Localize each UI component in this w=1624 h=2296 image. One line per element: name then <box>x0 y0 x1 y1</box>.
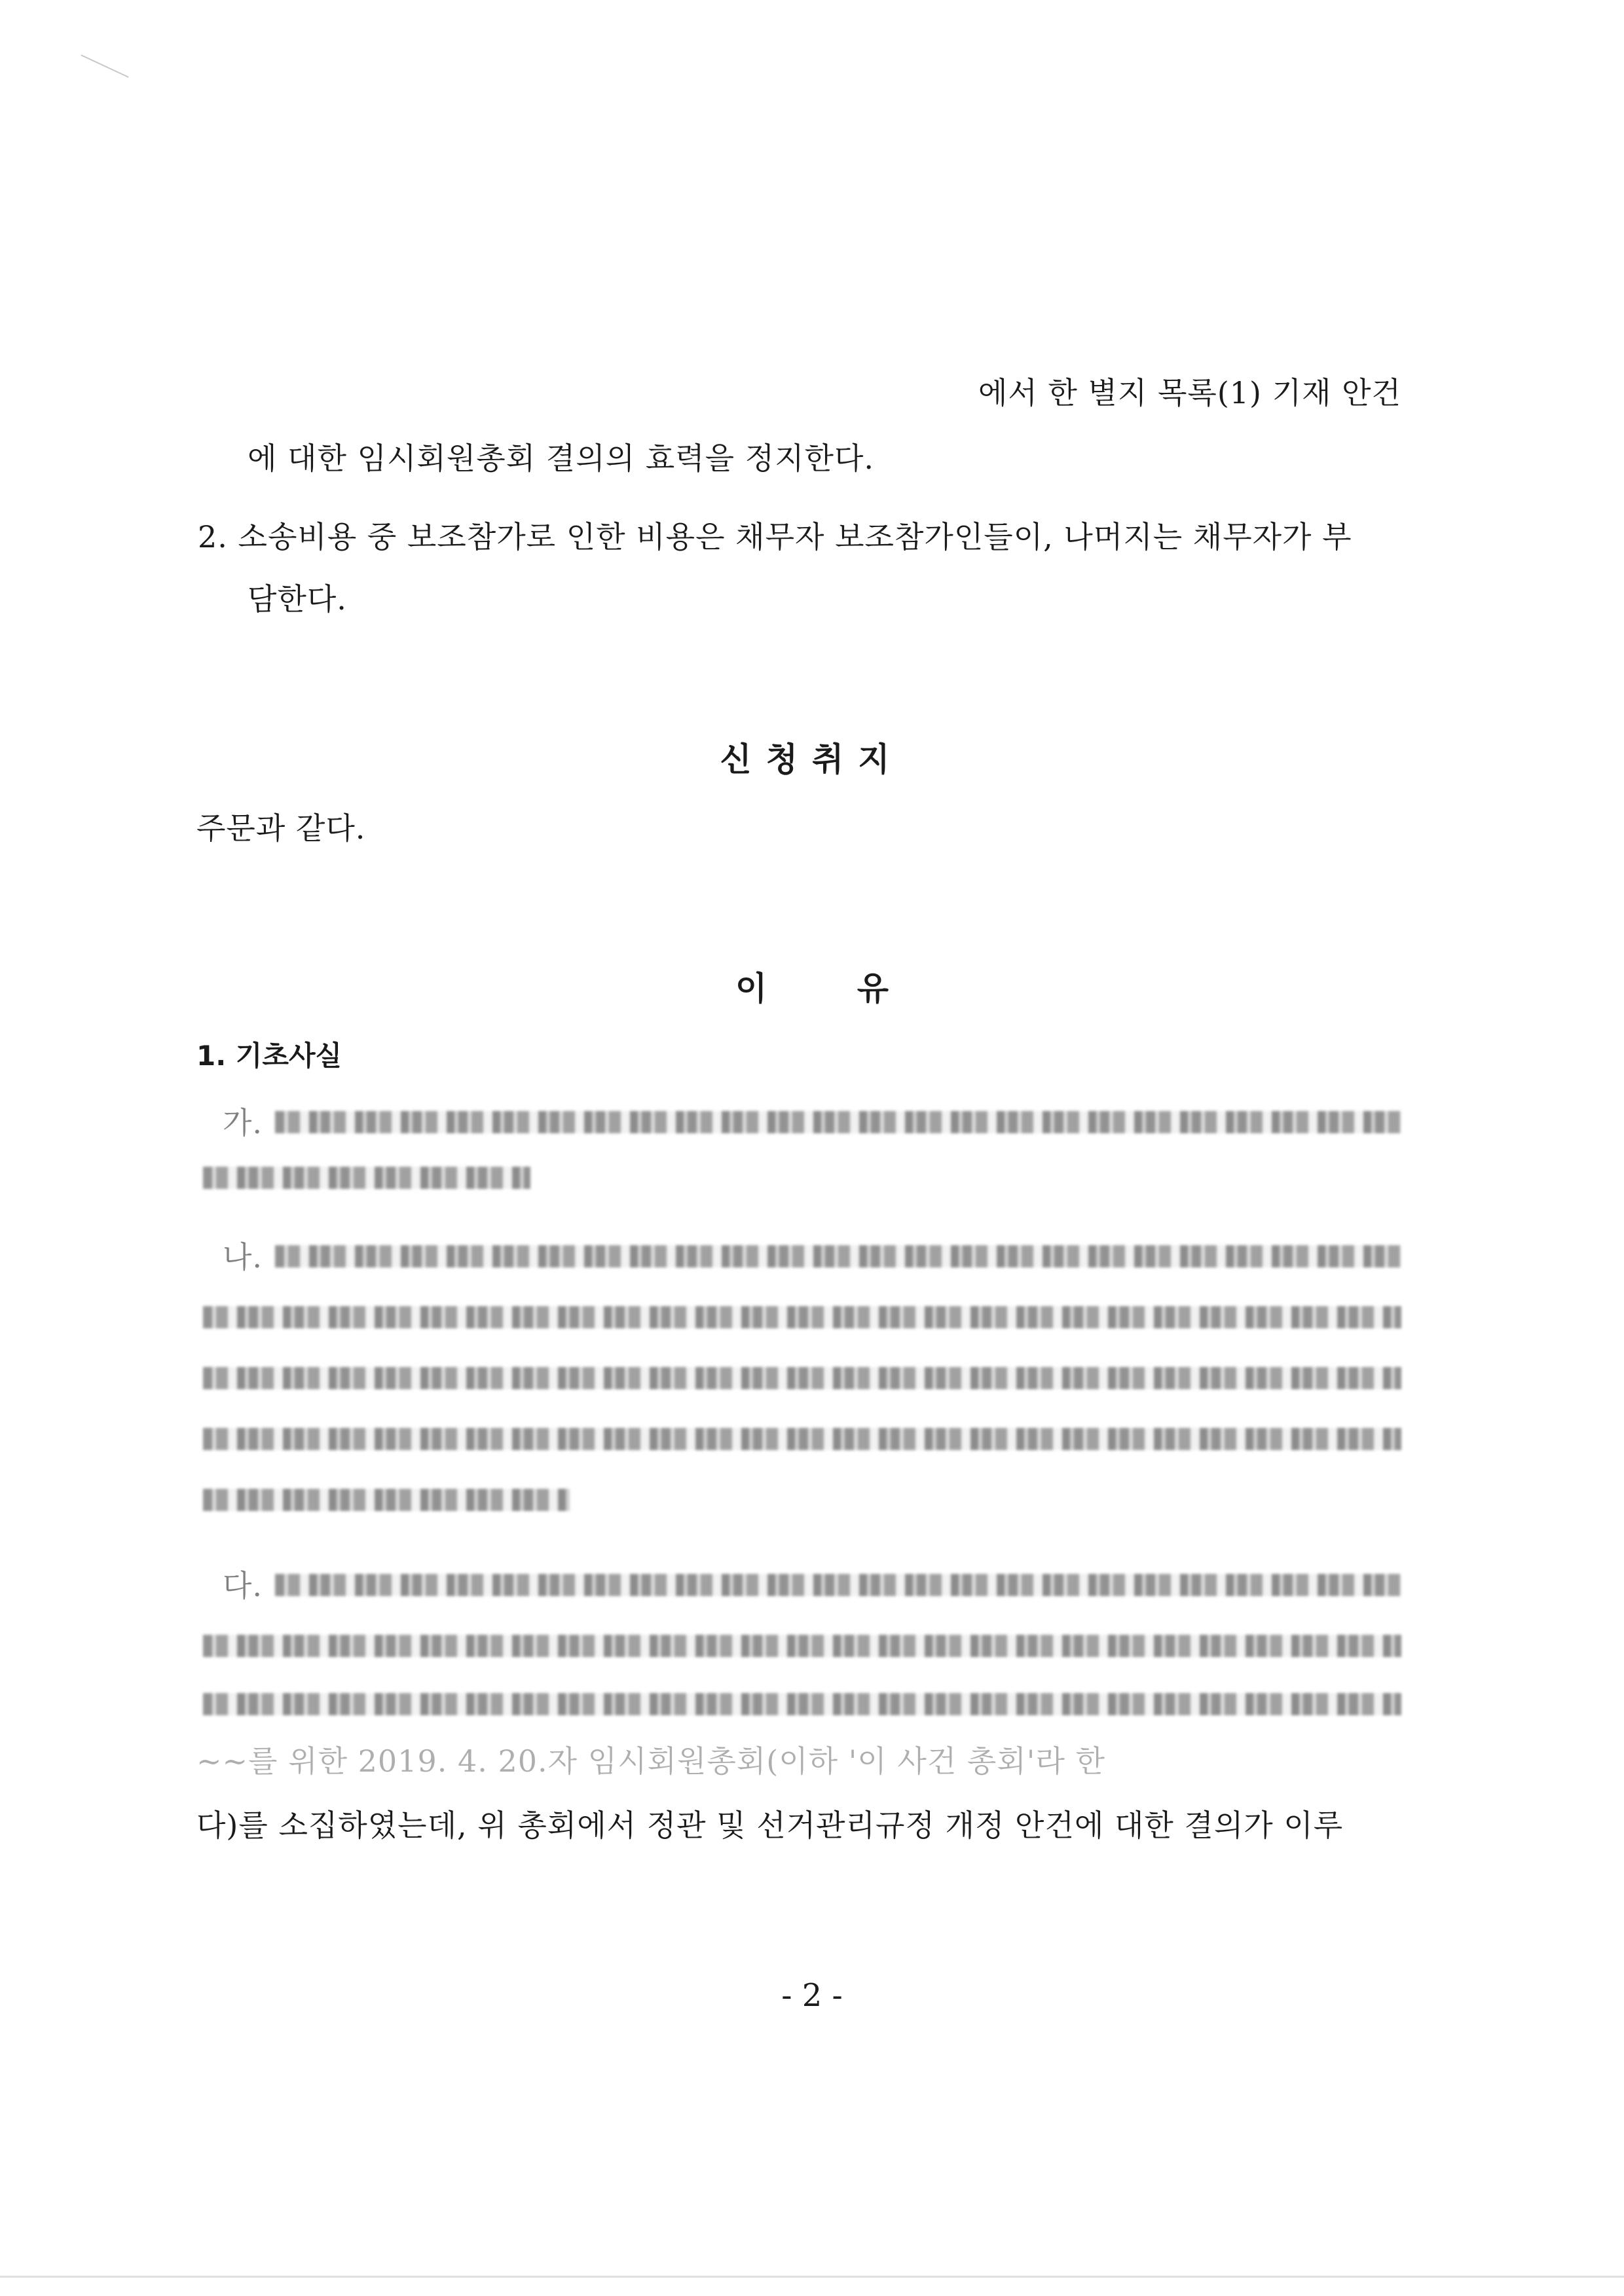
para-ga-label: 가. <box>223 1105 263 1140</box>
section-basic-facts: 1. 기초사실 <box>196 1040 342 1072</box>
redacted-text <box>275 1111 1401 1133</box>
redacted-text <box>203 1306 1401 1328</box>
page-number: - 2 - <box>781 1977 843 2014</box>
para-da-label: 다. <box>223 1568 263 1603</box>
order-line-1: 에서 한 별지 목록(1) 기재 안건 <box>978 375 1401 410</box>
order-line-2: 에 대한 임시회원총회 결의의 효력을 정지한다. <box>248 441 875 476</box>
redacted-text <box>275 1245 1401 1267</box>
body-text-line: 다)를 소집하였는데, 위 총회에서 정관 및 선거관리규정 개정 안건에 대한 결의가 이루 <box>196 1808 1344 1843</box>
partial-text-line: ~~를 위한 2019. 4. 20.자 임시회원총회(이하 '이 사건 총회'라 한 <box>196 1743 1105 1779</box>
order-item-2-line-1: 2. 소송비용 중 보조참가로 인한 비용은 채무자 보조참가인들이, 나머지는 채무자가 부 <box>198 519 1352 555</box>
redacted-text <box>203 1693 1401 1715</box>
scan-edge <box>0 2276 1624 2278</box>
scan-artifact <box>81 54 128 78</box>
redacted-text <box>203 1489 570 1511</box>
redacted-text <box>203 1167 530 1189</box>
reasons-heading: 이 유 <box>735 970 928 1008</box>
redacted-text <box>203 1635 1401 1657</box>
claim-text: 주문과 같다. <box>196 811 366 846</box>
redacted-text <box>275 1574 1401 1596</box>
order-item-2-line-2: 담한다. <box>248 581 347 617</box>
para-na-label: 나. <box>223 1239 263 1275</box>
redacted-text <box>203 1367 1401 1389</box>
redacted-text <box>203 1428 1401 1450</box>
claim-heading: 신청취지 <box>720 740 904 778</box>
